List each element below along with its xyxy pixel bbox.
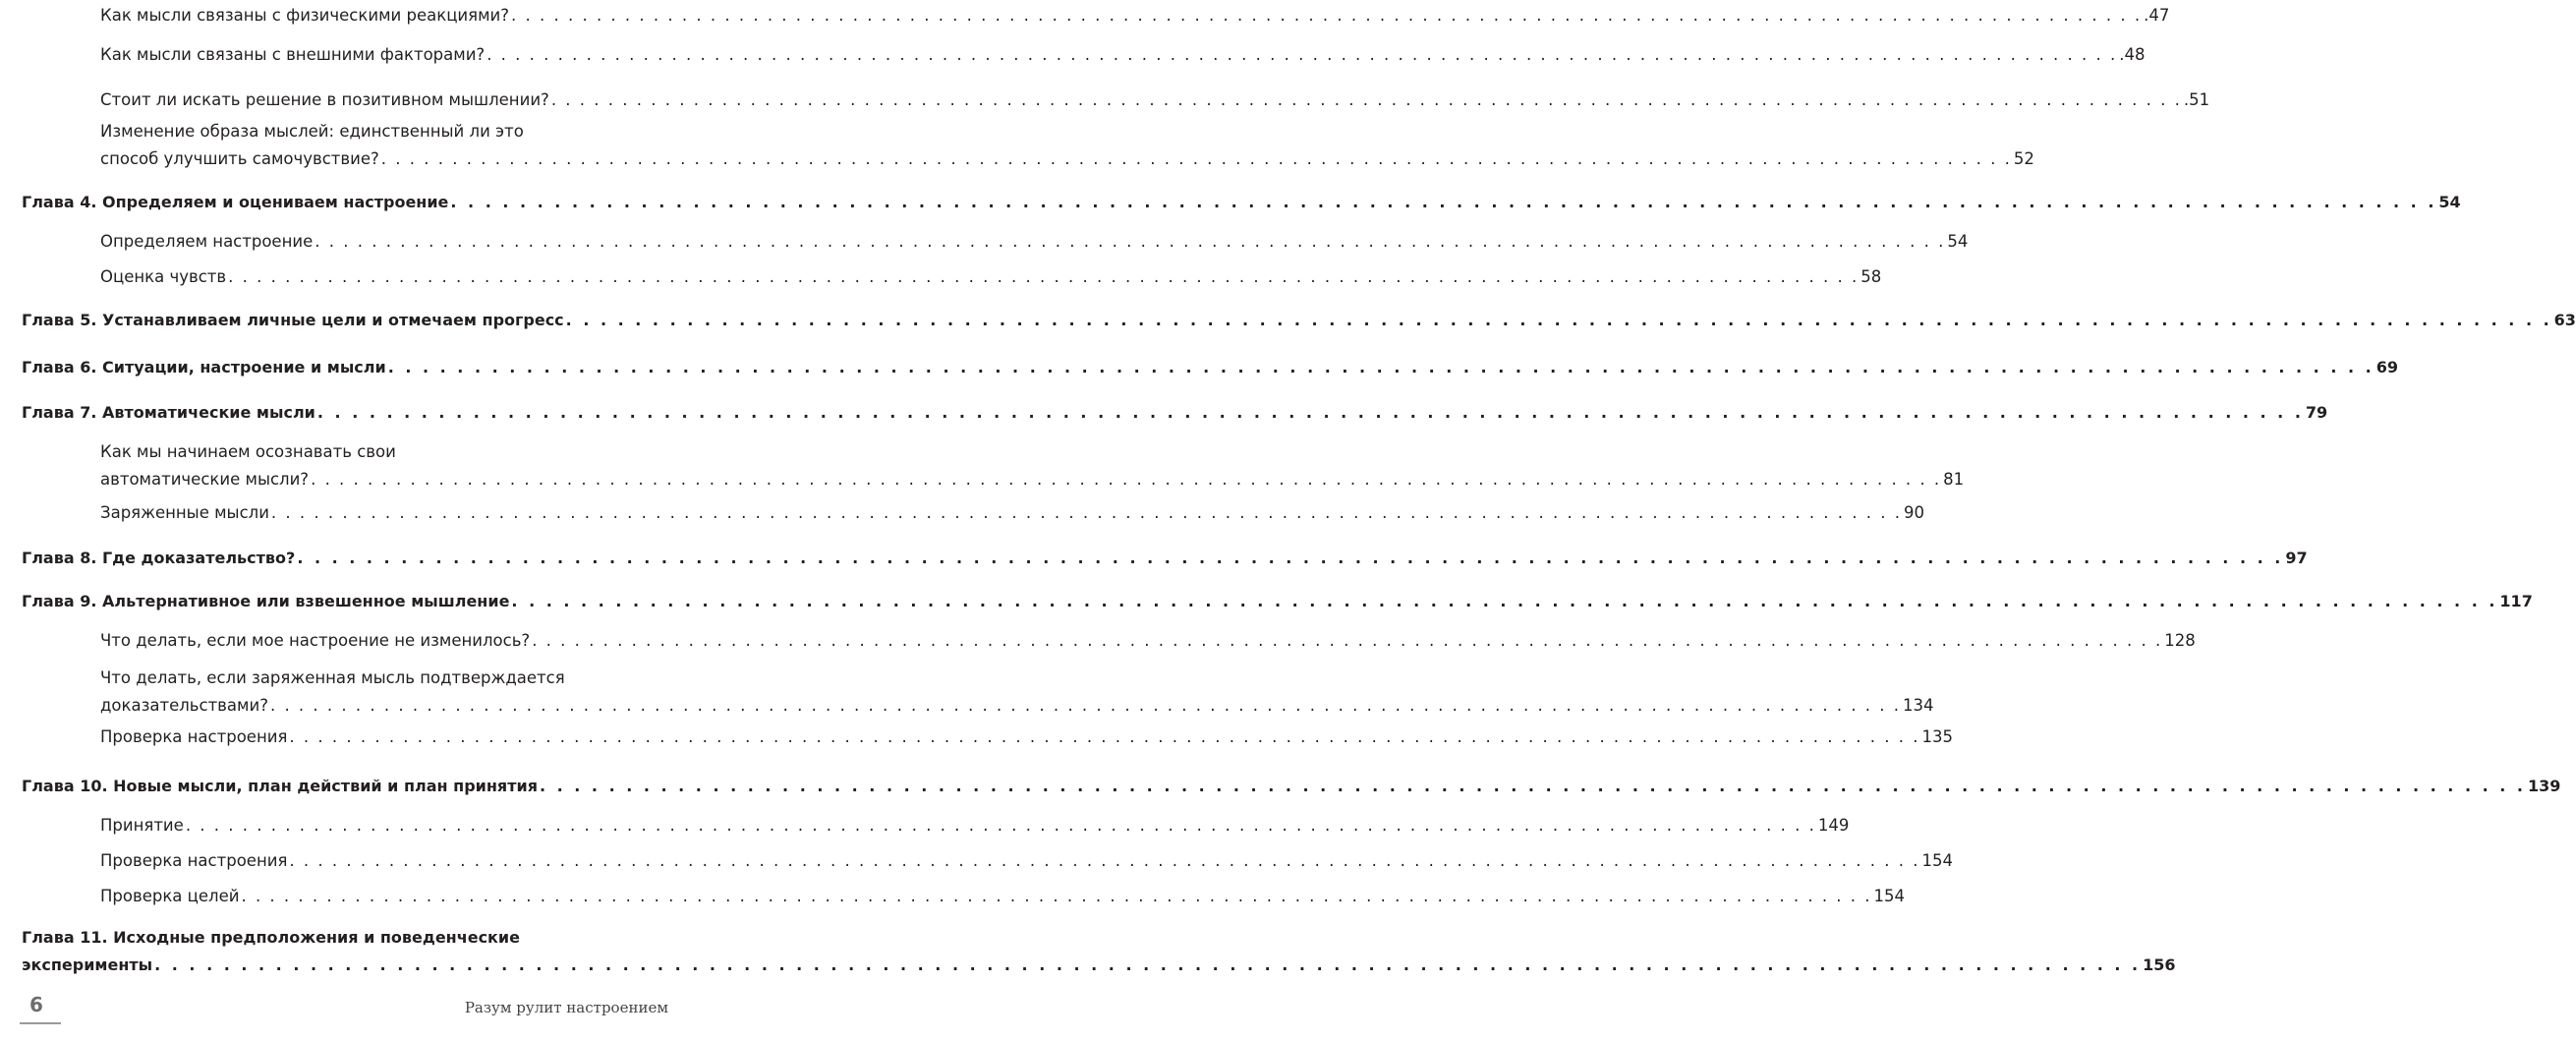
toc-title: Глава 5. Устанавливаем личные цели и отмечаем прогресс (22, 311, 564, 329)
dot-leader: . . . . . . . . . . . . . . . . . . . . . . . . . . . . . . . . . . . . . . . . . . . . . . . . . . . . . . . . . . . . . . . . . . . . . . . . . . . . . . . . . . . . . . . . . . . . . . . . . . . . . . . . . . . . . . . . . . . (185, 816, 1816, 835)
toc-title: Глава 6. Ситуации, настроение и мысли (22, 358, 386, 376)
toc-chapter[interactable] (22, 399, 2328, 427)
toc-page-number: 69 (2376, 358, 2398, 376)
toc-page-number: 154 (1873, 887, 1906, 905)
toc-title: Проверка настроения (100, 851, 288, 870)
toc-page-number: 54 (2438, 193, 2461, 211)
toc-page-number: 139 (2527, 777, 2561, 795)
toc-section[interactable] (100, 228, 1969, 256)
toc-page-number: 149 (1817, 816, 1850, 835)
dot-leader: . . . . . . . . . . . . . . . . . . . . . . . . . . . . . . . . . . . . . . . . . . . . . . . . . . . . . . . . . . . . . . . . . . . . . . . . . . . . . . . . . . . . . . . . . . . . . . . . . . . . . . . . . . . . . . . . . . . (316, 403, 2304, 422)
dot-leader: . . . . . . . . . . . . . . . . . . . . . . . . . . . . . . . . . . . . . . . . . . . . . . . . . . . . . . . . . . . . . . . . . . . . . . . . . . . . . . . . . . . . . . . . . . . . . . . . . . . . . . . . . . . . . . . . . . . (297, 549, 2284, 567)
toc-section[interactable] (100, 812, 1850, 839)
toc-line (100, 627, 2196, 655)
toc-title: Что делать, если заряженная мысль подтверждается (100, 668, 565, 687)
toc-title: эксперименты (22, 955, 153, 974)
toc-title: доказательствами? (100, 696, 268, 715)
toc-line (22, 307, 2576, 334)
toc-line (22, 952, 2176, 979)
toc-page-number: 54 (1947, 232, 1969, 251)
toc-page-number: 63 (2553, 311, 2576, 329)
toc-title: Принятие (100, 816, 184, 835)
toc-line (100, 847, 1953, 875)
toc-line (100, 692, 1934, 720)
toc-line (22, 773, 2561, 800)
toc-chapter[interactable] (22, 545, 2308, 572)
toc-line (100, 145, 2034, 173)
dot-leader: . . . . . . . . . . . . . . . . . . . . . . . . . . . . . . . . . . . . . . . . . . . . . . . . . . . . . . . . . . . . . . . . . . . . . . . . . . . . . . . . . . . . . . . . . . . . . . . . . . . . . . . . . . . . . . . . . . . (511, 6, 2143, 25)
toc-page-number: 117 (2499, 592, 2533, 610)
toc-section[interactable] (100, 883, 1906, 910)
toc-page-number: 156 (2143, 955, 2176, 974)
toc-title: Определяем настроение (100, 232, 314, 251)
toc-line (100, 2, 2170, 29)
toc-section[interactable] (100, 87, 2210, 114)
toc-section[interactable] (100, 263, 1882, 291)
toc-page-number: 58 (1860, 267, 1882, 286)
toc-section[interactable] (100, 499, 1924, 527)
toc-chapter[interactable] (22, 189, 2461, 216)
dot-leader: . . . . . . . . . . . . . . . . . . . . . . . . . . . . . . . . . . . . . . . . . . . . . . . . . . . . . . . . . . . . . . . . . . . . . . . . . . . . . . . . . . . . . . . . . . . . . . . . . . . . . . . . . . . . . . . . . . . (532, 631, 2163, 650)
toc-title: Заряженные мысли (100, 503, 269, 522)
toc-title: Глава 11. Исходные предположения и поведенческие (22, 928, 520, 947)
toc-line (100, 499, 1924, 527)
toc-line (100, 665, 670, 692)
toc-section[interactable] (100, 438, 1965, 493)
toc-line (22, 924, 670, 952)
toc-title: Изменение образа мыслей: единственный ли это (100, 122, 524, 141)
toc-section[interactable] (100, 724, 1953, 751)
toc-page-number: 128 (2164, 631, 2196, 650)
dot-leader: . . . . . . . . . . . . . . . . . . . . . . . . . . . . . . . . . . . . . . . . . . . . . . . . . . . . . . . . . . . . . . . . . . . . . . . . . . . . . . . . . . . . . . . . . . . . . . . . . . . . . . . . . . . . . . . . . . . (511, 592, 2498, 610)
toc-line (100, 263, 1882, 291)
toc-page-number: 154 (1921, 851, 1953, 870)
running-title: Разум рулит настроением (464, 999, 668, 1016)
toc-title: Глава 9. Альтернативное или взвешенное мышление (22, 592, 510, 610)
toc-line (100, 812, 1850, 839)
toc-chapter[interactable] (22, 588, 2533, 615)
toc-line (100, 41, 2146, 69)
dot-leader: . . . . . . . . . . . . . . . . . . . . . . . . . . . . . . . . . . . . . . . . . . . . . . . . . . . . . . . . . . . . . . . . . . . . . . . . . . . . . . . . . . . . . . . . . . . . . . . . . . . . . . . . . . . . . . . . . . . (565, 311, 2552, 329)
toc-section[interactable] (100, 118, 2034, 173)
toc-title: Что делать, если мое настроение не изменилось? (100, 631, 531, 650)
dot-leader: . . . . . . . . . . . . . . . . . . . . . . . . . . . . . . . . . . . . . . . . . . . . . . . . . . . . . . . . . . . . . . . . . . . . . . . . . . . . . . . . . . . . . . . . . . . . . . . . . . . . . . . . . . . . . . . . . . . (241, 887, 1872, 905)
toc-line (100, 87, 2210, 114)
toc-line (22, 354, 2398, 381)
toc-title: Глава 4. Определяем и оцениваем настроение (22, 193, 449, 211)
toc-title: Глава 8. Где доказательство? (22, 549, 296, 567)
toc-line (22, 588, 2533, 615)
dot-leader: . . . . . . . . . . . . . . . . . . . . . . . . . . . . . . . . . . . . . . . . . . . . . . . . . . . . . . . . . . . . . . . . . . . . . . . . . . . . . . . . . . . . . . . . . . . . . . . . . . . . . . . . . . . . . . . . . . . (450, 193, 2437, 211)
toc-line (100, 466, 1965, 493)
toc-line (22, 545, 2308, 572)
toc-line (100, 724, 1953, 751)
dot-leader: . . . . . . . . . . . . . . . . . . . . . . . . . . . . . . . . . . . . . . . . . . . . . . . . . . . . . . . . . . . . . . . . . . . . . . . . . . . . . . . . . . . . . . . . . . . . . . . . . . . . . . . . . . . . . . . . . . . (539, 777, 2526, 795)
dot-leader: . . . . . . . . . . . . . . . . . . . . . . . . . . . . . . . . . . . . . . . . . . . . . . . . . . . . . . . . . . . . . . . . . . . . . . . . . . . . . . . . . . . . . . . . . . . . . . . . . . . . . . . . . . . . . . . . . . . (270, 503, 1902, 522)
toc-title: Оценка чувств (100, 267, 227, 286)
dot-leader: . . . . . . . . . . . . . . . . . . . . . . . . . . . . . . . . . . . . . . . . . . . . . . . . . . . . . . . . . . . . . . . . . . . . . . . . . . . . . . . . . . . . . . . . . . . . . . . . . . . . . . . . . . . . . . . . . . . (550, 90, 2182, 109)
toc-page-number: 81 (1943, 470, 1965, 489)
toc-line (22, 189, 2461, 216)
toc-title: Стоит ли искать решение в позитивном мышлении? (100, 90, 549, 109)
toc-section[interactable] (100, 847, 1953, 875)
toc-title: Проверка целей (100, 887, 240, 905)
toc-title: способ улучшить самочувствие? (100, 149, 379, 168)
toc-chapter[interactable] (22, 354, 2398, 381)
toc-page-number: 135 (1921, 727, 1953, 746)
dot-leader: . . . . . . . . . . . . . . . . . . . . . . . . . . . . . . . . . . . . . . . . . . . . . . . . . . . . . . . . . . . . . . . . . . . . . . . . . . . . . . . . . . . . . . . . . . . . . . . . . . . . . . . . . . . . . . . . . . . (315, 232, 1946, 251)
toc-line (100, 438, 670, 466)
toc-page-number: 52 (2013, 149, 2034, 168)
toc-section[interactable] (100, 627, 2196, 655)
toc-title: Проверка настроения (100, 727, 288, 746)
dot-leader: . . . . . . . . . . . . . . . . . . . . . . . . . . . . . . . . . . . . . . . . . . . . . . . . . . . . . . . . . . . . . . . . . . . . . . . . . . . . . . . . . . . . . . . . . . . . . . . . . . . . . . . . . . . . . . . . . . . (269, 696, 1902, 715)
toc-page-number: .51 (2183, 90, 2210, 109)
toc-chapter[interactable] (22, 773, 2561, 800)
toc-chapter[interactable] (22, 307, 2576, 334)
toc-title: Глава 10. Новые мысли, план действий и план принятия (22, 777, 538, 795)
toc-page-number: 134 (1903, 696, 1934, 715)
dot-leader: . . . . . . . . . . . . . . . . . . . . . . . . . . . . . . . . . . . . . . . . . . . . . . . . . . . . . . . . . . . . . . . . . . . . . . . . . . . . . . . . . . . . . . . . . . . . . . . . . . . . . . . . . . . . . . . . . . . (387, 358, 2375, 376)
toc-section[interactable] (100, 2, 2170, 29)
toc-title: Как мысли связаны с физическими реакциями? (100, 6, 509, 25)
dot-leader: . . . . . . . . . . . . . . . . . . . . . . . . . . . . . . . . . . . . . . . . . . . . . . . . . . . . . . . . . . . . . . . . . . . . . . . . . . . . . . . . . . . . . . . . . . . . . . . . . . . . . . . . . . . . . . . . . . . (380, 149, 2012, 168)
toc-line (22, 399, 2328, 427)
toc-title: автоматические мысли? (100, 470, 310, 489)
page-number: 6 (29, 993, 43, 1016)
toc-page-number: .47 (2144, 6, 2170, 25)
dot-leader: . . . . . . . . . . . . . . . . . . . . . . . . . . . . . . . . . . . . . . . . . . . . . . . . . . . . . . . . . . . . . . . . . . . . . . . . . . . . . . . . . . . . . . . . . . . . . . . . . . . . . . . . . . . . . . . . . . . (154, 955, 2142, 974)
toc-title: Глава 7. Автоматические мысли (22, 403, 315, 422)
dot-leader: . . . . . . . . . . . . . . . . . . . . . . . . . . . . . . . . . . . . . . . . . . . . . . . . . . . . . . . . . . . . . . . . . . . . . . . . . . . . . . . . . . . . . . . . . . . . . . . . . . . . . . . . . . . . . . . . . . . (228, 267, 1860, 286)
toc-chapter[interactable] (22, 924, 2176, 979)
dot-leader: . . . . . . . . . . . . . . . . . . . . . . . . . . . . . . . . . . . . . . . . . . . . . . . . . . . . . . . . . . . . . . . . . . . . . . . . . . . . . . . . . . . . . . . . . . . . . . . . . . . . . . . . . . . . . . . . . . . (311, 470, 1942, 489)
dot-leader: . . . . . . . . . . . . . . . . . . . . . . . . . . . . . . . . . . . . . . . . . . . . . . . . . . . . . . . . . . . . . . . . . . . . . . . . . . . . . . . . . . . . . . . . . . . . . . . . . . . . . . . . . . . . . . . . . . . (289, 851, 1920, 870)
toc-section[interactable] (100, 665, 1934, 720)
dot-leader: . . . . . . . . . . . . . . . . . . . . . . . . . . . . . . . . . . . . . . . . . . . . . . . . . . . . . . . . . . . . . . . . . . . . . . . . . . . . . . . . . . . . . . . . . . . . . . . . . . . . . . . . . . . . . . . . . . . (487, 45, 2118, 64)
toc-page-number: 79 (2305, 403, 2328, 422)
toc-title: Как мы начинаем осознавать свои (100, 442, 396, 461)
toc-page-number: 90 (1904, 503, 1924, 522)
toc-title: Как мысли связаны с внешними факторами? (100, 45, 486, 64)
toc-line (100, 118, 670, 145)
toc-line (100, 228, 1969, 256)
toc-line (100, 883, 1906, 910)
footer-rule (20, 1022, 61, 1024)
toc-page-number: .48 (2119, 45, 2146, 64)
dot-leader: . . . . . . . . . . . . . . . . . . . . . . . . . . . . . . . . . . . . . . . . . . . . . . . . . . . . . . . . . . . . . . . . . . . . . . . . . . . . . . . . . . . . . . . . . . . . . . . . . . . . . . . . . . . . . . . . . . . (289, 727, 1920, 746)
toc-section[interactable] (100, 41, 2146, 69)
toc-page-number: 97 (2285, 549, 2308, 567)
